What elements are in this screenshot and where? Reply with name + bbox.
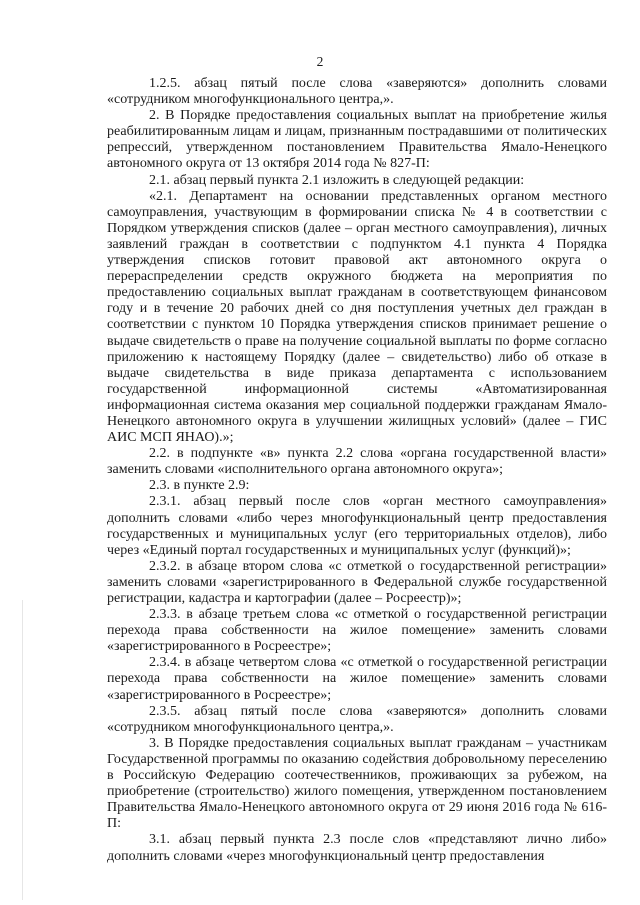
paragraph-2-1-text: «2.1. Департамент на основании представленных органом местного самоуправления, участвующим в формировании списка № 4 в соответствии с Порядком утверждения списков (далее – орган местного самоуправления), личных заявлений граждан в соответствии с подпунктом 4.1 пункта 4 Порядка утверждения списков готовит правовой акт автономного округа о перераспределении средств окружного бюджета на мероприятия по предоставлению социальных выплат гражданам в соответствующем финансовом году и в течение 20 рабочих дней со дня поступления учетных дел граждан в соответствии с пунктом 10 Порядка утверждения списков принимает решение о выдаче свидетельств о праве на получение социальной выплаты по форме согласно приложению к настоящему Порядку (далее – свидетельство) либо об отказе в выдаче свидетельства в виде приказа департамента с использованием государственной информационной системы «Автоматизированная информационная система оказания мер социальной поддержки гражданам Ямало-Ненецкого автономного округа в улучшении жилищных условий» (далее – ГИС АИС МСП ЯНАО).»; [107, 188, 607, 446]
page-number: 2 [316, 54, 324, 69]
scan-edge-line [22, 600, 23, 900]
document-body [107, 76, 607, 865]
paragraph-2-1: 2.1. абзац первый пункта 2.1 изложить в следующей редакции: [149, 172, 525, 188]
paragraph-2-3-1: 2.3.1. абзац первый после слов «орган местного самоуправления» дополнить словами «либо через многофункциональный центр предоставления государственных и муниципальных услуг (его территориальных отделов), либо через «Единый портал государственных и муниципальных услуг (функций)»; [107, 494, 607, 558]
paragraph-3: 3. В Порядке предоставления социальных выплат гражданам – участникам Государственной программы по оказанию содействия добровольному переселению в Российскую Федерацию соотечественников, проживающих за рубежом, на приобретение (строительство) жилого помещения, утвержденном постановлением Правительства Ямало-Ненецкого автономного округа от 29 июня 2016 года № 616-П: [107, 735, 607, 832]
paragraph-2-3-2: 2.3.2. в абзаце втором слова «с отметкой о государственной регистрации» заменить словами «зарегистрированного в Федеральной службе государственной регистрации, кадастра и картографии (далее – Росреестр)»; [107, 558, 607, 606]
paragraph-2-3-3: 2.3.3. в абзаце третьем слова «с отметкой о государственной регистрации перехода права собственности на жилое помещение» заменить словами «зарегистрированного в Росреестре»; [107, 607, 607, 655]
paragraph-2-3-4: 2.3.4. в абзаце четвертом слова «с отметкой о государственной регистрации перехода права собственности на жилое помещение» заменить словами «зарегистрированного в Росреестре»; [107, 655, 607, 703]
paragraph-3-1: 3.1. абзац первый пункта 2.3 после слов «представляют лично либо» дополнить словами «через многофункциональный центр предоставления [107, 832, 607, 864]
paragraph-2-2: 2.2. в подпункте «в» пункта 2.2 слова «органа государственной власти» заменить словами «исполнительного органа автономного округа»; [107, 446, 607, 478]
paragraph-1-2-5: 1.2.5. абзац пятый после слова «заверяются» дополнить словами «сотрудником многофункционального центра,». [107, 76, 607, 108]
paragraph-2-3: 2.3. в пункте 2.9: [149, 478, 250, 494]
paragraph-2-3-5: 2.3.5. абзац пятый после слова «заверяются» дополнить словами «сотрудником многофункционального центра,». [107, 703, 607, 735]
paragraph-2: 2. В Порядке предоставления социальных выплат на приобретение жилья реабилитированным лицам и лицам, признанным пострадавшими от политических репрессий, утвержденном постановлением Правительства Ямало-Ненецкого автономного округа от 13 октября 2014 года № 827-П: [107, 108, 607, 172]
